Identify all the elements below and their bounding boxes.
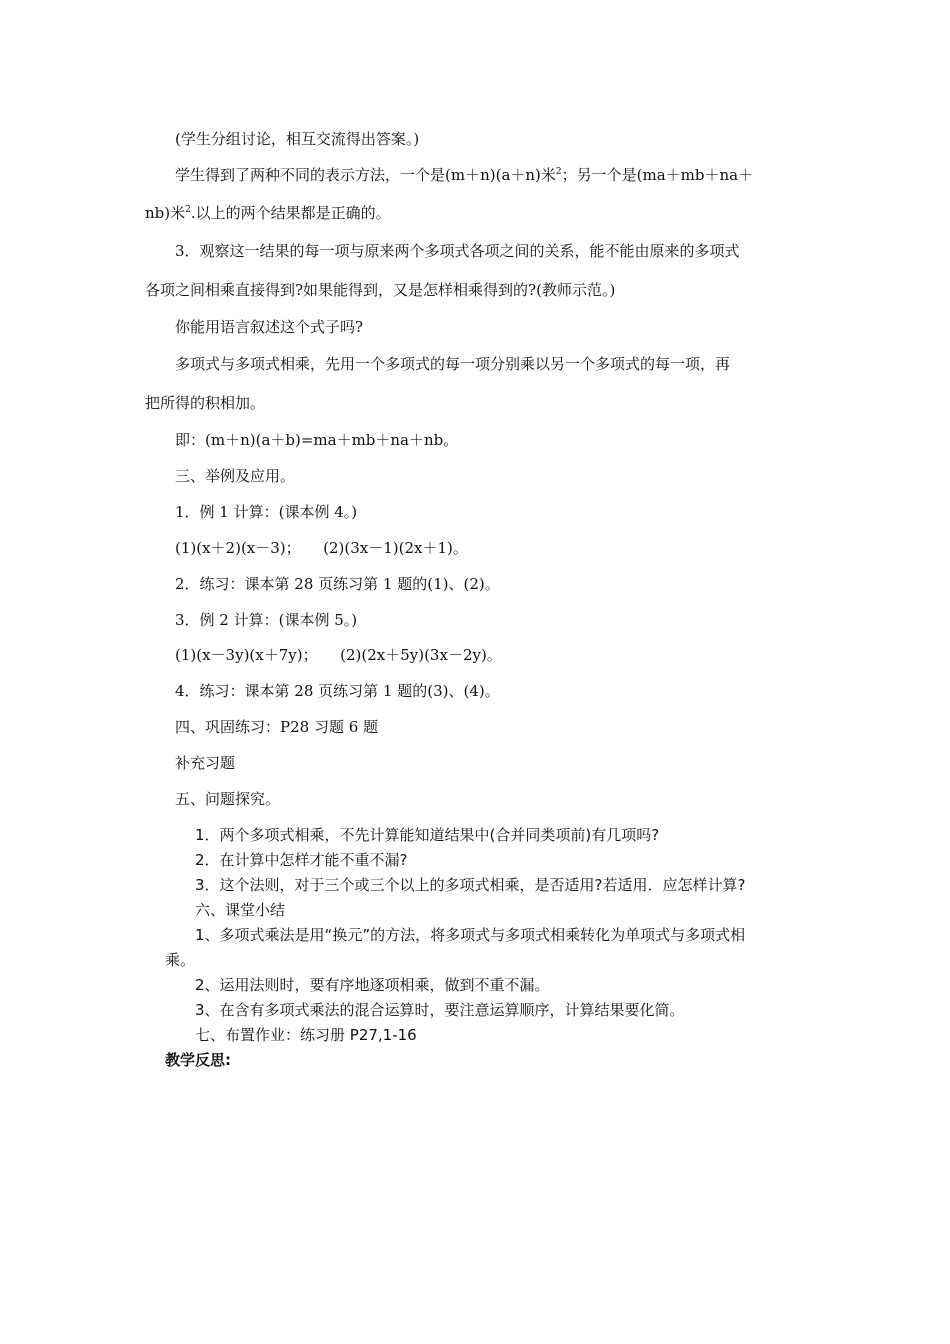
text-span: .以上的两个结果都是正确的。: [190, 204, 391, 222]
section-heading: 四、巩固练习：P28 习题 6 题: [175, 718, 379, 736]
superscript: 2: [185, 205, 191, 215]
summary-item: 1、多项式乘法是用“换元”的方法，将多项式与多项式相乘转化为单项式与多项式相: [195, 926, 746, 944]
summary-item: 3、在含有多项式乘法的混合运算时，要注意运算顺序，计算结果要化简。: [195, 1001, 685, 1019]
summary-item: 2、运用法则时，要有序地逐项相乘，做到不重不漏。: [195, 976, 550, 994]
paragraph-line: 1．例 1 计算：(课本例 4。): [175, 503, 358, 521]
text-span: ；另一个是(ma＋mb＋na＋: [561, 166, 754, 184]
section-heading: 三、举例及应用。: [175, 467, 296, 485]
paragraph-line: 补充习题: [175, 754, 236, 772]
paragraph-line: 2．练习：课本第 28 页练习第 1 题的(1)、(2)。: [175, 575, 500, 593]
paragraph-line: [175, 166, 753, 184]
homework-line: 七、布置作业：练习册 P27,1-16: [195, 1026, 417, 1044]
superscript: 2: [555, 167, 562, 177]
section-heading: 六、课堂小结: [195, 901, 286, 919]
paragraph-line: (学生分组讨论，相互交流得出答案。): [175, 130, 420, 148]
paragraph-line: 4．练习：课本第 28 页练习第 1 题的(3)、(4)。: [175, 682, 500, 700]
summary-item: 乘。: [165, 951, 196, 969]
formula-line: (1)(x－3y)(x＋7y)； (2)(2x＋5y)(3x－2y)。: [175, 646, 502, 664]
question-item: 1．两个多项式相乘，不先计算能知道结果中(合并同类项前)有几项吗?: [195, 826, 660, 844]
paragraph-line: 3．观察这一结果的每一项与原来两个多项式各项之间的关系，能不能由原来的多项式: [175, 242, 740, 260]
paragraph-line: 多项式与多项式相乘，先用一个多项式的每一项分别乘以另一个多项式的每一项，再: [175, 355, 731, 373]
formula-line: (1)(x＋2)(x－3)； (2)(3x－1)(2x＋1)。: [175, 539, 468, 557]
text-span: nb)米: [145, 204, 186, 222]
paragraph-line: 3．例 2 计算：(课本例 5。): [175, 611, 358, 629]
paragraph-line: [145, 204, 391, 222]
formula-line: 即：(m＋n)(a＋b)=ma＋mb＋na＋nb。: [175, 431, 459, 449]
question-item: 3．这个法则，对于三个或三个以上的多项式相乘，是否适用?若适用．应怎样计算?: [195, 876, 746, 894]
text-span: 学生得到了两种不同的表示方法，一个是(m＋n)(a＋n)米: [175, 166, 556, 184]
question-item: 2．在计算中怎样才能不重不漏?: [195, 851, 408, 869]
paragraph-line: 把所得的积相加。: [145, 394, 266, 412]
reflection-heading: 教学反思:: [165, 1051, 231, 1069]
paragraph-line: 你能用语言叙述这个式子吗?: [175, 318, 364, 336]
section-heading: 五、问题探究。: [175, 790, 281, 808]
paragraph-line: 各项之间相乘直接得到?如果能得到，又是怎样相乘得到的?(教师示范。): [145, 281, 616, 299]
